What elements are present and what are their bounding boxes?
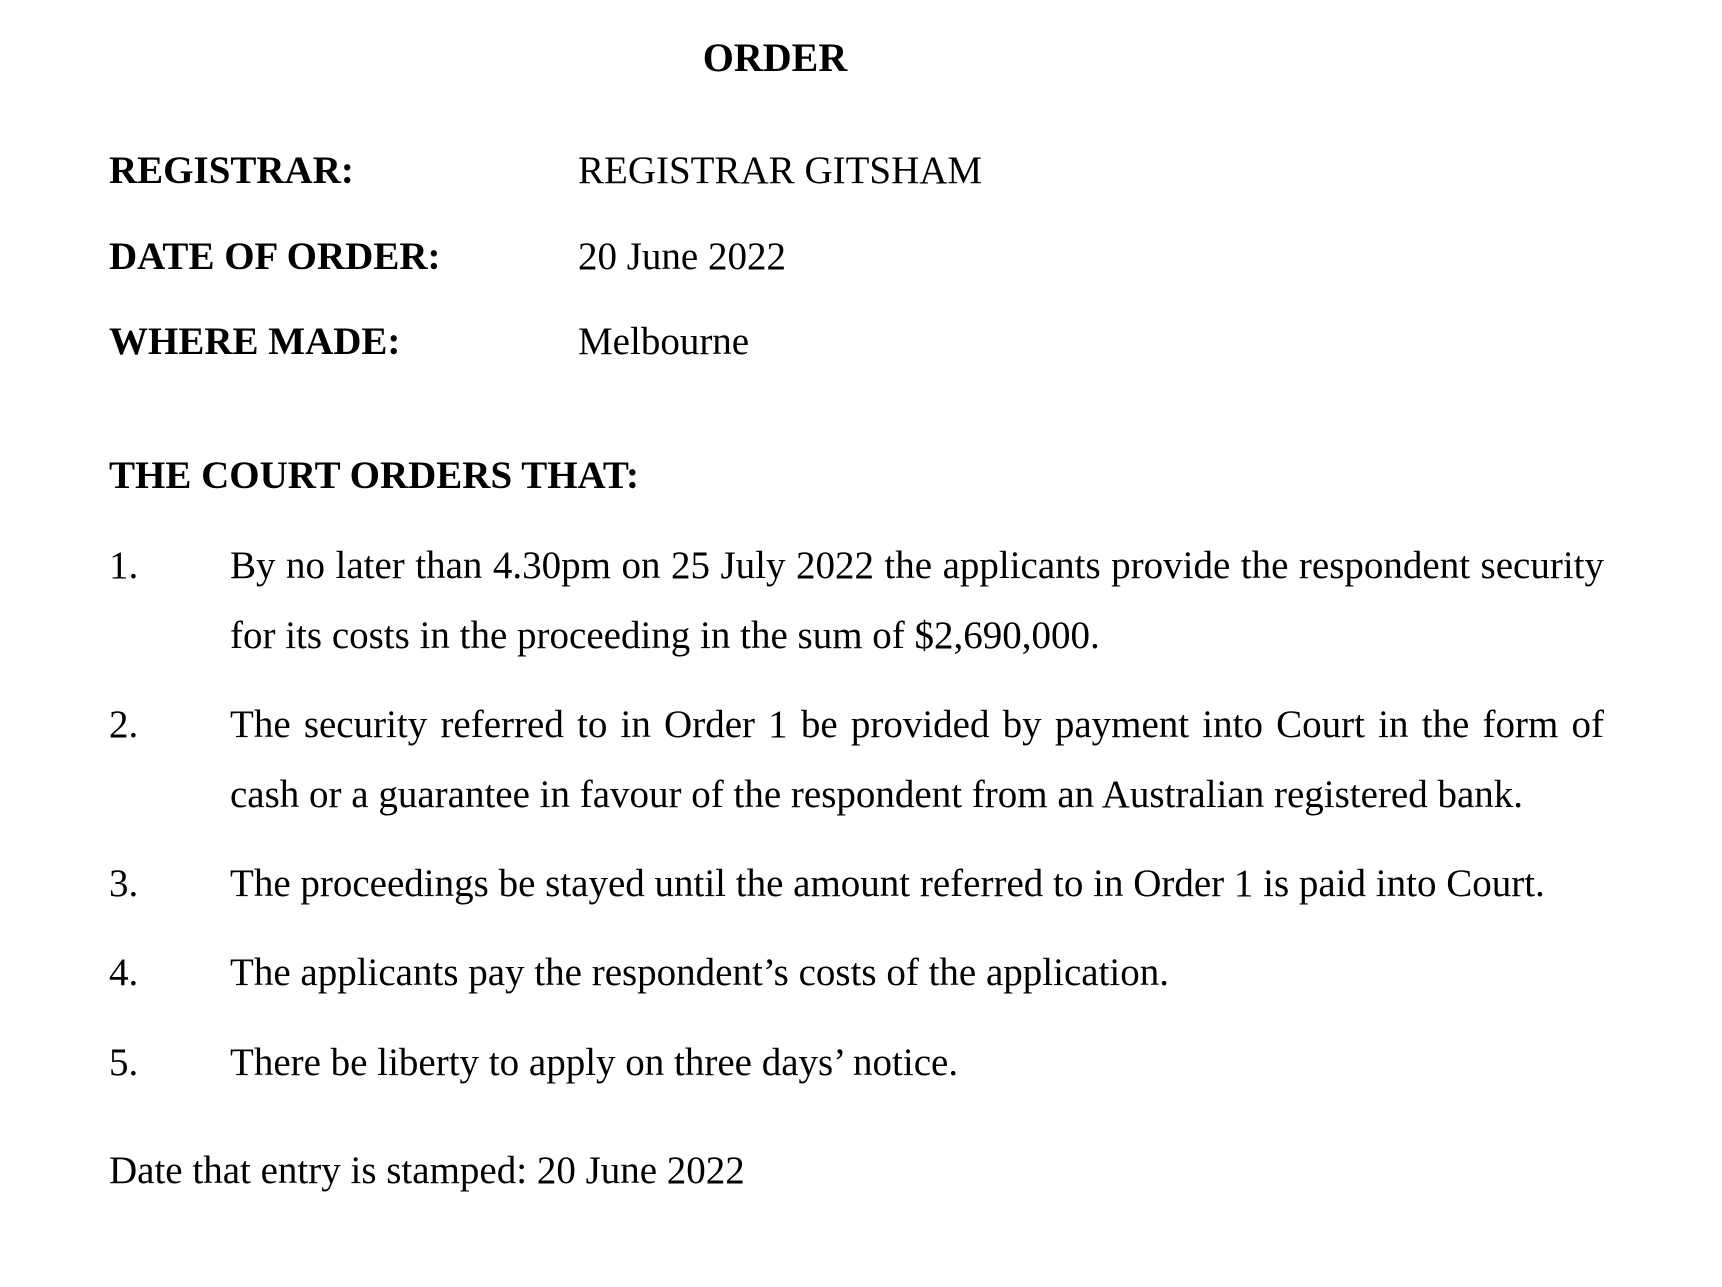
registrar-label: REGISTRAR:: [109, 149, 354, 192]
order-number: 1.: [109, 544, 139, 587]
orders-heading: THE COURT ORDERS THAT:: [109, 454, 639, 497]
order-item-3: [109, 849, 1604, 919]
order-text: The security referred to in Order 1 be provided by payment into Court in the form of cash or a guarantee in favour of the respondent from an Australian registered bank.: [230, 703, 1604, 816]
registrar-value: REGISTRAR GITSHAM: [578, 149, 983, 192]
order-text: By no later than 4.30pm on 25 July 2022 the applicants provide the respondent security for its costs in the proceeding in the sum of $2,690,000.: [230, 544, 1604, 657]
date-of-order-label: DATE OF ORDER:: [109, 235, 441, 278]
document-title: ORDER: [702, 35, 848, 80]
order-number: 5.: [109, 1041, 139, 1084]
order-number: 2.: [109, 703, 139, 746]
order-item-2: [109, 690, 1604, 830]
order-text: The proceedings be stayed until the amount referred to in Order 1 is paid into Court.: [230, 862, 1545, 905]
order-item-5: [109, 1028, 1604, 1098]
where-made-value: Melbourne: [578, 320, 750, 363]
where-made-label: WHERE MADE:: [109, 320, 401, 363]
order-text: The applicants pay the respondent’s costs of the application.: [230, 951, 1169, 994]
order-number: 4.: [109, 951, 139, 994]
order-item-4: [109, 938, 1604, 1008]
stamp-date-label: Date that entry is stamped:: [109, 1149, 528, 1192]
date-of-order-value: 20 June 2022: [578, 235, 786, 278]
order-text: There be liberty to apply on three days’ notice.: [230, 1041, 959, 1084]
order-number: 3.: [109, 862, 139, 905]
stamp-date-line: [109, 1147, 745, 1195]
stamp-date-value: 20 June 2022: [536, 1149, 745, 1192]
order-item-1: [109, 531, 1604, 671]
